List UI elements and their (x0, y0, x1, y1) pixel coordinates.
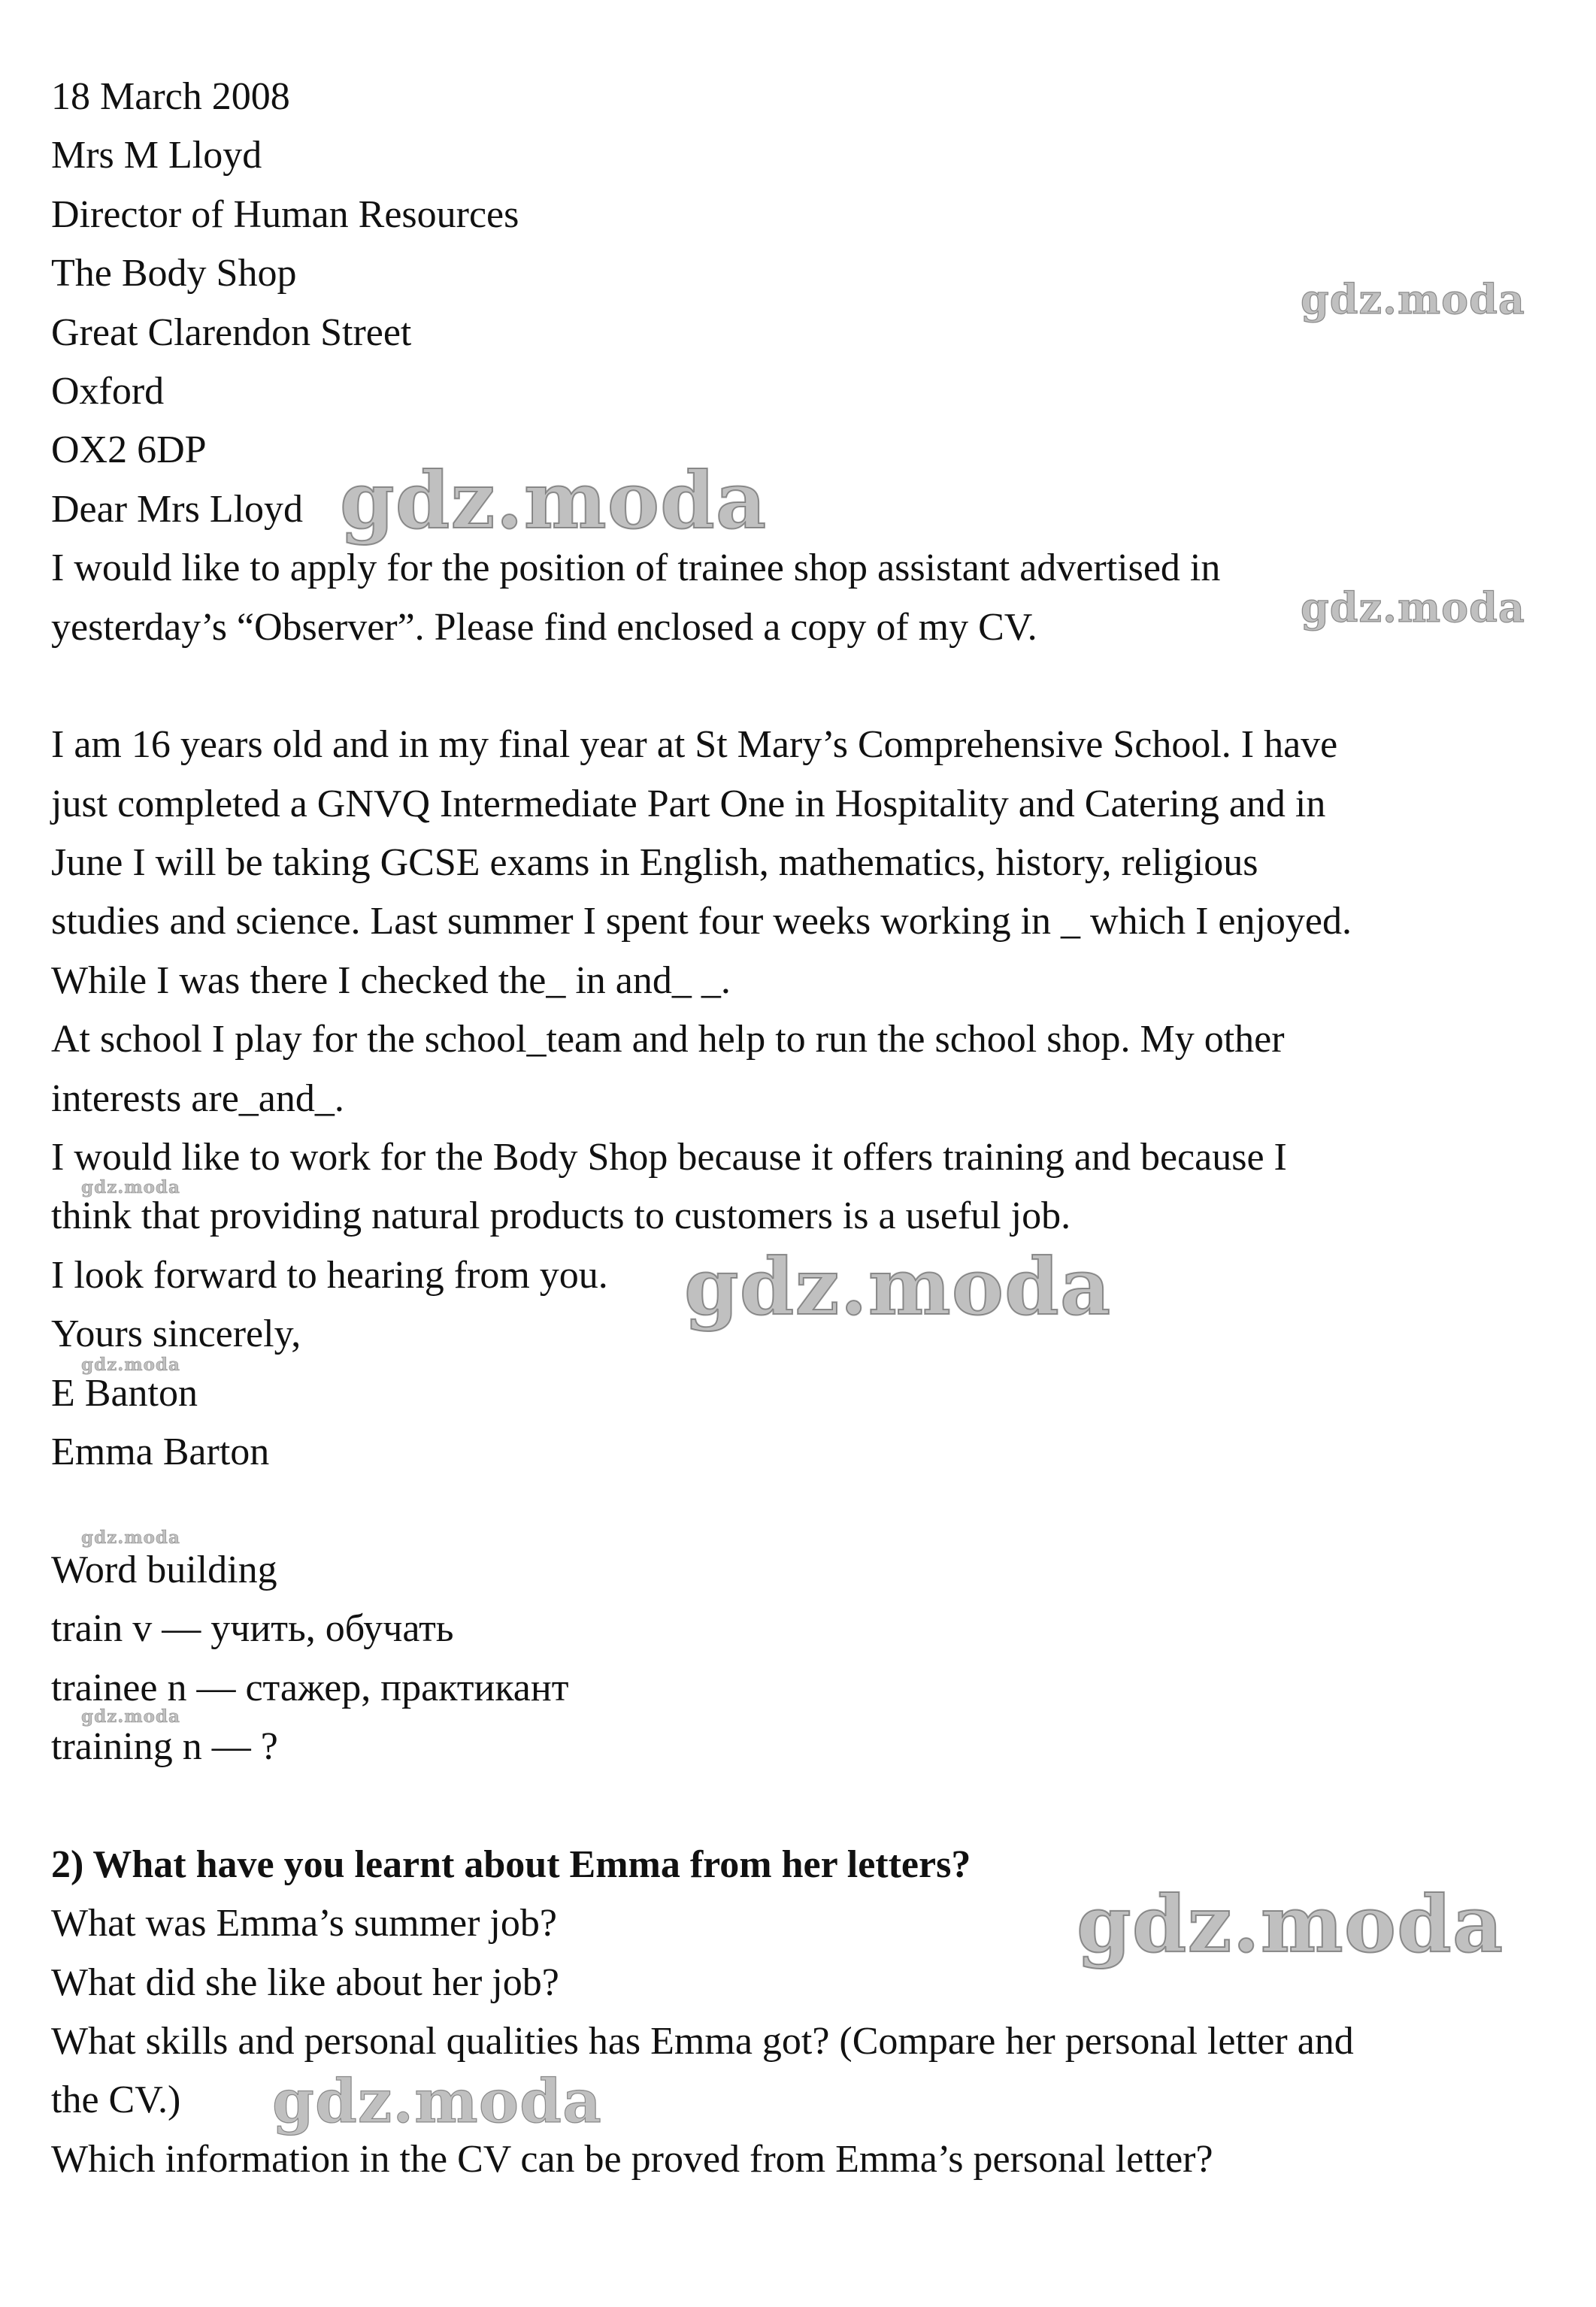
letter-body (51, 68, 1547, 2189)
question-item: Which information in the CV can be proved from Emma’s personal letter? (51, 2137, 1213, 2181)
question-item: What skills and personal qualities has Emma got? (Compare her personal letter and (51, 2019, 1354, 2063)
paragraph-4-line-2: think that providing natural products to customers is a useful job. (51, 1194, 1071, 1238)
watermark: gdz.moda (340, 454, 768, 546)
word-building-item: train v — учить, обучать (51, 1607, 454, 1651)
paragraph-2-line-3: June I will be taking GCSE exams in English, mathematics, history, religious (51, 841, 1258, 885)
paragraph-2-line-1: I am 16 years old and in my final year at St Mary’s Comprehensive School. I have (51, 723, 1338, 767)
company-name: The Body Shop (51, 252, 297, 295)
paragraph-2-line-5: While I was there I checked the_ in and_ _. (51, 958, 731, 1002)
watermark: gdz.moda (81, 1177, 180, 1197)
spacer (51, 657, 1547, 716)
watermark: gdz.moda (1301, 275, 1525, 323)
postcode: OX2 6DP (51, 428, 207, 472)
recipient-name: Mrs M Lloyd (51, 134, 262, 177)
paragraph-1-line-2: yesterday’s “Observer”. Please find enclosed a copy of my CV. (51, 605, 1037, 649)
paragraph-2-line-4: studies and science. Last summer I spent four weeks working in _ which I enjoyed. (51, 900, 1352, 943)
watermark: gdz.moda (272, 2066, 602, 2136)
closing-line: I look forward to hearing from you. (51, 1253, 608, 1297)
sign-off: Yours sincerely, (51, 1312, 301, 1356)
city: Oxford (51, 369, 165, 413)
word-building-item: trainee n — стажер, практикант (51, 1666, 569, 1709)
watermark: gdz.moda (684, 1240, 1112, 1333)
word-building-heading: Word building (51, 1548, 277, 1591)
question-item: What did she like about her job? (51, 1960, 559, 2004)
paragraph-3-line-2: interests are_and_. (51, 1076, 344, 1120)
street-address: Great Clarendon Street (51, 310, 412, 354)
salutation: Dear Mrs Lloyd (51, 487, 304, 531)
spacer (51, 1482, 1547, 1540)
watermark: gdz.moda (1301, 583, 1525, 631)
letter-date: 18 March 2008 (51, 75, 290, 118)
watermark: gdz.moda (1077, 1878, 1504, 1970)
full-name: Emma Barton (51, 1430, 270, 1473)
question-item: What was Emma’s summer job? (51, 1902, 557, 1945)
paragraph-4-line-1: I would like to work for the Body Shop because it offers training and because I (51, 1136, 1287, 1179)
paragraph-3-line-1: At school I play for the school_team and help to run the school shop. My other (51, 1018, 1285, 1061)
watermark: gdz.moda (81, 1706, 180, 1727)
questions-heading: 2) What have you learnt about Emma from her letters? (51, 1842, 971, 1886)
recipient-title: Director of Human Resources (51, 192, 519, 236)
watermark: gdz.moda (81, 1355, 180, 1375)
paragraph-1-line-1: I would like to apply for the position of trainee shop assistant advertised in (51, 546, 1221, 590)
watermark: gdz.moda (81, 1527, 180, 1548)
word-building-item: training n — ? (51, 1724, 278, 1768)
signature: E Banton (51, 1371, 198, 1415)
question-item: the CV.) (51, 2078, 181, 2122)
paragraph-2-line-2: just completed a GNVQ Intermediate Part One in Hospitality and Catering and in (51, 782, 1326, 825)
spacer (51, 1776, 1547, 1835)
